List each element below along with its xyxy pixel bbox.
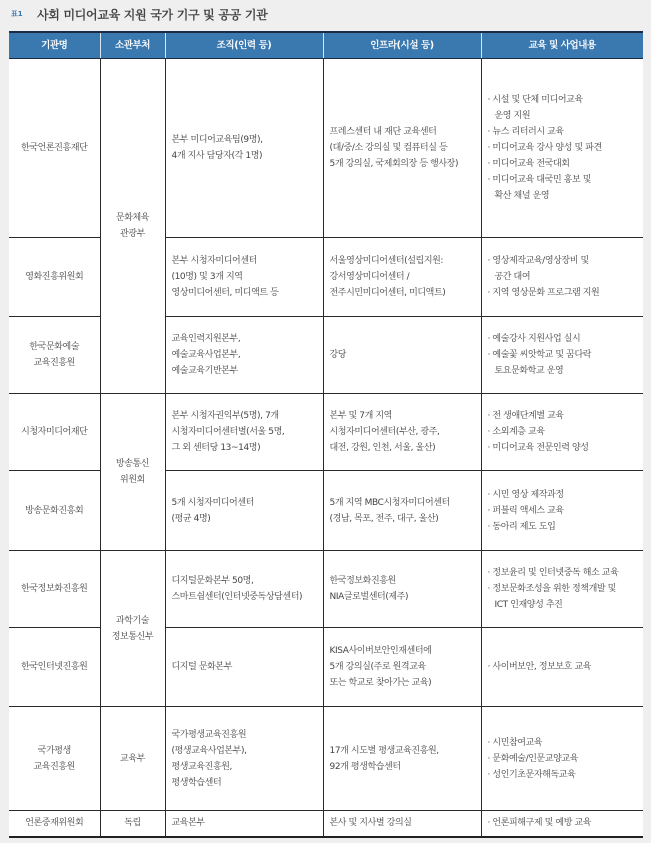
programs-cell: · 언론피해구제 및 예방 교육 <box>481 811 643 837</box>
infrastructure-cell: 프레스센터 내 재단 교육센터 (대/중/소 강의실 및 컴퓨터실 등 5개 강의실, 국제회의장 등 행사장) <box>323 59 481 238</box>
infrastructure-cell: 5개 지역 MBC시청자미디어센터 (경남, 목포, 전주, 대구, 울산) <box>323 471 481 551</box>
organization-cell: 본부 시청자권익부(5명), 7개 시청자미디어센터별(서울 5명, 그 외 센터당 13~14명) <box>165 394 323 471</box>
organization-cell: 본부 미디어교육팀(9명), 4개 지사 담당자(각 1명) <box>165 59 323 238</box>
table-title: 사회 미디어교육 지원 국가 기구 및 공공 기관 <box>37 7 268 22</box>
ministry-cell: 방송통신 위원회 <box>100 394 165 551</box>
infrastructure-cell: 강당 <box>323 317 481 394</box>
programs-cell: · 시설 및 단체 미디어교육 운영 지원 · 뉴스 리터러시 교육 · 미디어교육 강사 양성 및 파견 · 미디어교육 전국대회 · 미디어교육 대국민 홍보 및 확산 채널 운영 <box>481 59 643 238</box>
organization-cell: 디지털문화본부 50명, 스마트쉼센터(인터넷중독상담센터) <box>165 551 323 628</box>
table-caption <box>0 0 651 28</box>
programs-cell: · 시민참여교육 · 문화예술/인문교양교육 · 성인기초문자해독교육 <box>481 707 643 811</box>
programs-cell: · 시민 영상 제작과정 · 퍼블릭 액세스 교육 · 동아리 제도 도입 <box>481 471 643 551</box>
ministry-cell: 과학기술 정보통신부 <box>100 551 165 707</box>
header-infrastructure: 인프라(시설 등) <box>323 32 481 59</box>
institution-name: 한국문화예술 교육진흥원 <box>9 317 100 394</box>
institution-name: 영화진흥위원회 <box>9 238 100 317</box>
institution-name: 시청자미디어재단 <box>9 394 100 471</box>
institution-name: 국가평생 교육진흥원 <box>9 707 100 811</box>
institution-name: 방송문화진흥회 <box>9 471 100 551</box>
organization-cell: 본부 시청자미디어센터 (10명) 및 3개 지역 영상미디어센터, 미디액트 등 <box>165 238 323 317</box>
header-institution: 기관명 <box>9 32 100 59</box>
institutions-table <box>9 31 643 838</box>
programs-cell: · 영상제작교육/영상장비 및 공간 대여 · 지역 영상문화 프로그램 지원 <box>481 238 643 317</box>
infrastructure-cell: KISA사이버보안인재센터에 5개 강의실(주로 원격교육 또는 학교로 찾아가는 교육) <box>323 628 481 707</box>
institution-name: 한국인터넷진흥원 <box>9 628 100 707</box>
ministry-cell: 문화체육 관광부 <box>100 59 165 394</box>
organization-cell: 국가평생교육진흥원 (평생교육사업본부), 평생교육진흥원, 평생학습센터 <box>165 707 323 811</box>
table-header-row <box>9 32 643 59</box>
table-row <box>9 707 643 811</box>
table-row <box>9 394 643 471</box>
header-programs: 교육 및 사업내용 <box>481 32 643 59</box>
institution-name: 한국정보화진흥원 <box>9 551 100 628</box>
ministry-cell: 교육부 <box>100 707 165 811</box>
ministry-cell: 독립 <box>100 811 165 837</box>
table-row <box>9 811 643 837</box>
header-organization: 조직(인력 등) <box>165 32 323 59</box>
institution-name: 언론중재위원회 <box>9 811 100 837</box>
table-number-label: 표1 <box>11 10 23 18</box>
infrastructure-cell: 17개 시도별 평생교육진흥원, 92개 평생학습센터 <box>323 707 481 811</box>
infrastructure-cell: 한국정보화진흥원 NIA글로벌센터(제주) <box>323 551 481 628</box>
institution-name: 한국언론진흥재단 <box>9 59 100 238</box>
organization-cell: 5개 시청자미디어센터 (평균 4명) <box>165 471 323 551</box>
programs-cell: · 전 생애단계별 교육 · 소외계층 교육 · 미디어교육 전문인력 양성 <box>481 394 643 471</box>
organization-cell: 디지털 문화본부 <box>165 628 323 707</box>
organization-cell: 교육본부 <box>165 811 323 837</box>
table-row <box>9 551 643 628</box>
infrastructure-cell: 본부 및 7개 지역 시청자미디어센터(부산, 광주, 대전, 강원, 인천, 서울, 울산) <box>323 394 481 471</box>
organization-cell: 교육인력지원본부, 예술교육사업본부, 예술교육기반본부 <box>165 317 323 394</box>
programs-cell: · 정보윤리 및 인터넷중독 해소 교육 · 정보문화조성을 위한 정책개발 및 ICT 인재양성 추진 <box>481 551 643 628</box>
header-ministry: 소관부처 <box>100 32 165 59</box>
programs-cell: · 사이버보안, 정보보호 교육 <box>481 628 643 707</box>
programs-cell: · 예술강사 지원사업 실시 · 예술꽃 씨앗학교 및 꿈다락 토요문화학교 운영 <box>481 317 643 394</box>
table-row <box>9 59 643 238</box>
infrastructure-cell: 본사 및 지사별 강의실 <box>323 811 481 837</box>
infrastructure-cell: 서울영상미디어센터(설립지원: 강서영상미디어센터 / 전주시민미디어센터, 미디액트) <box>323 238 481 317</box>
